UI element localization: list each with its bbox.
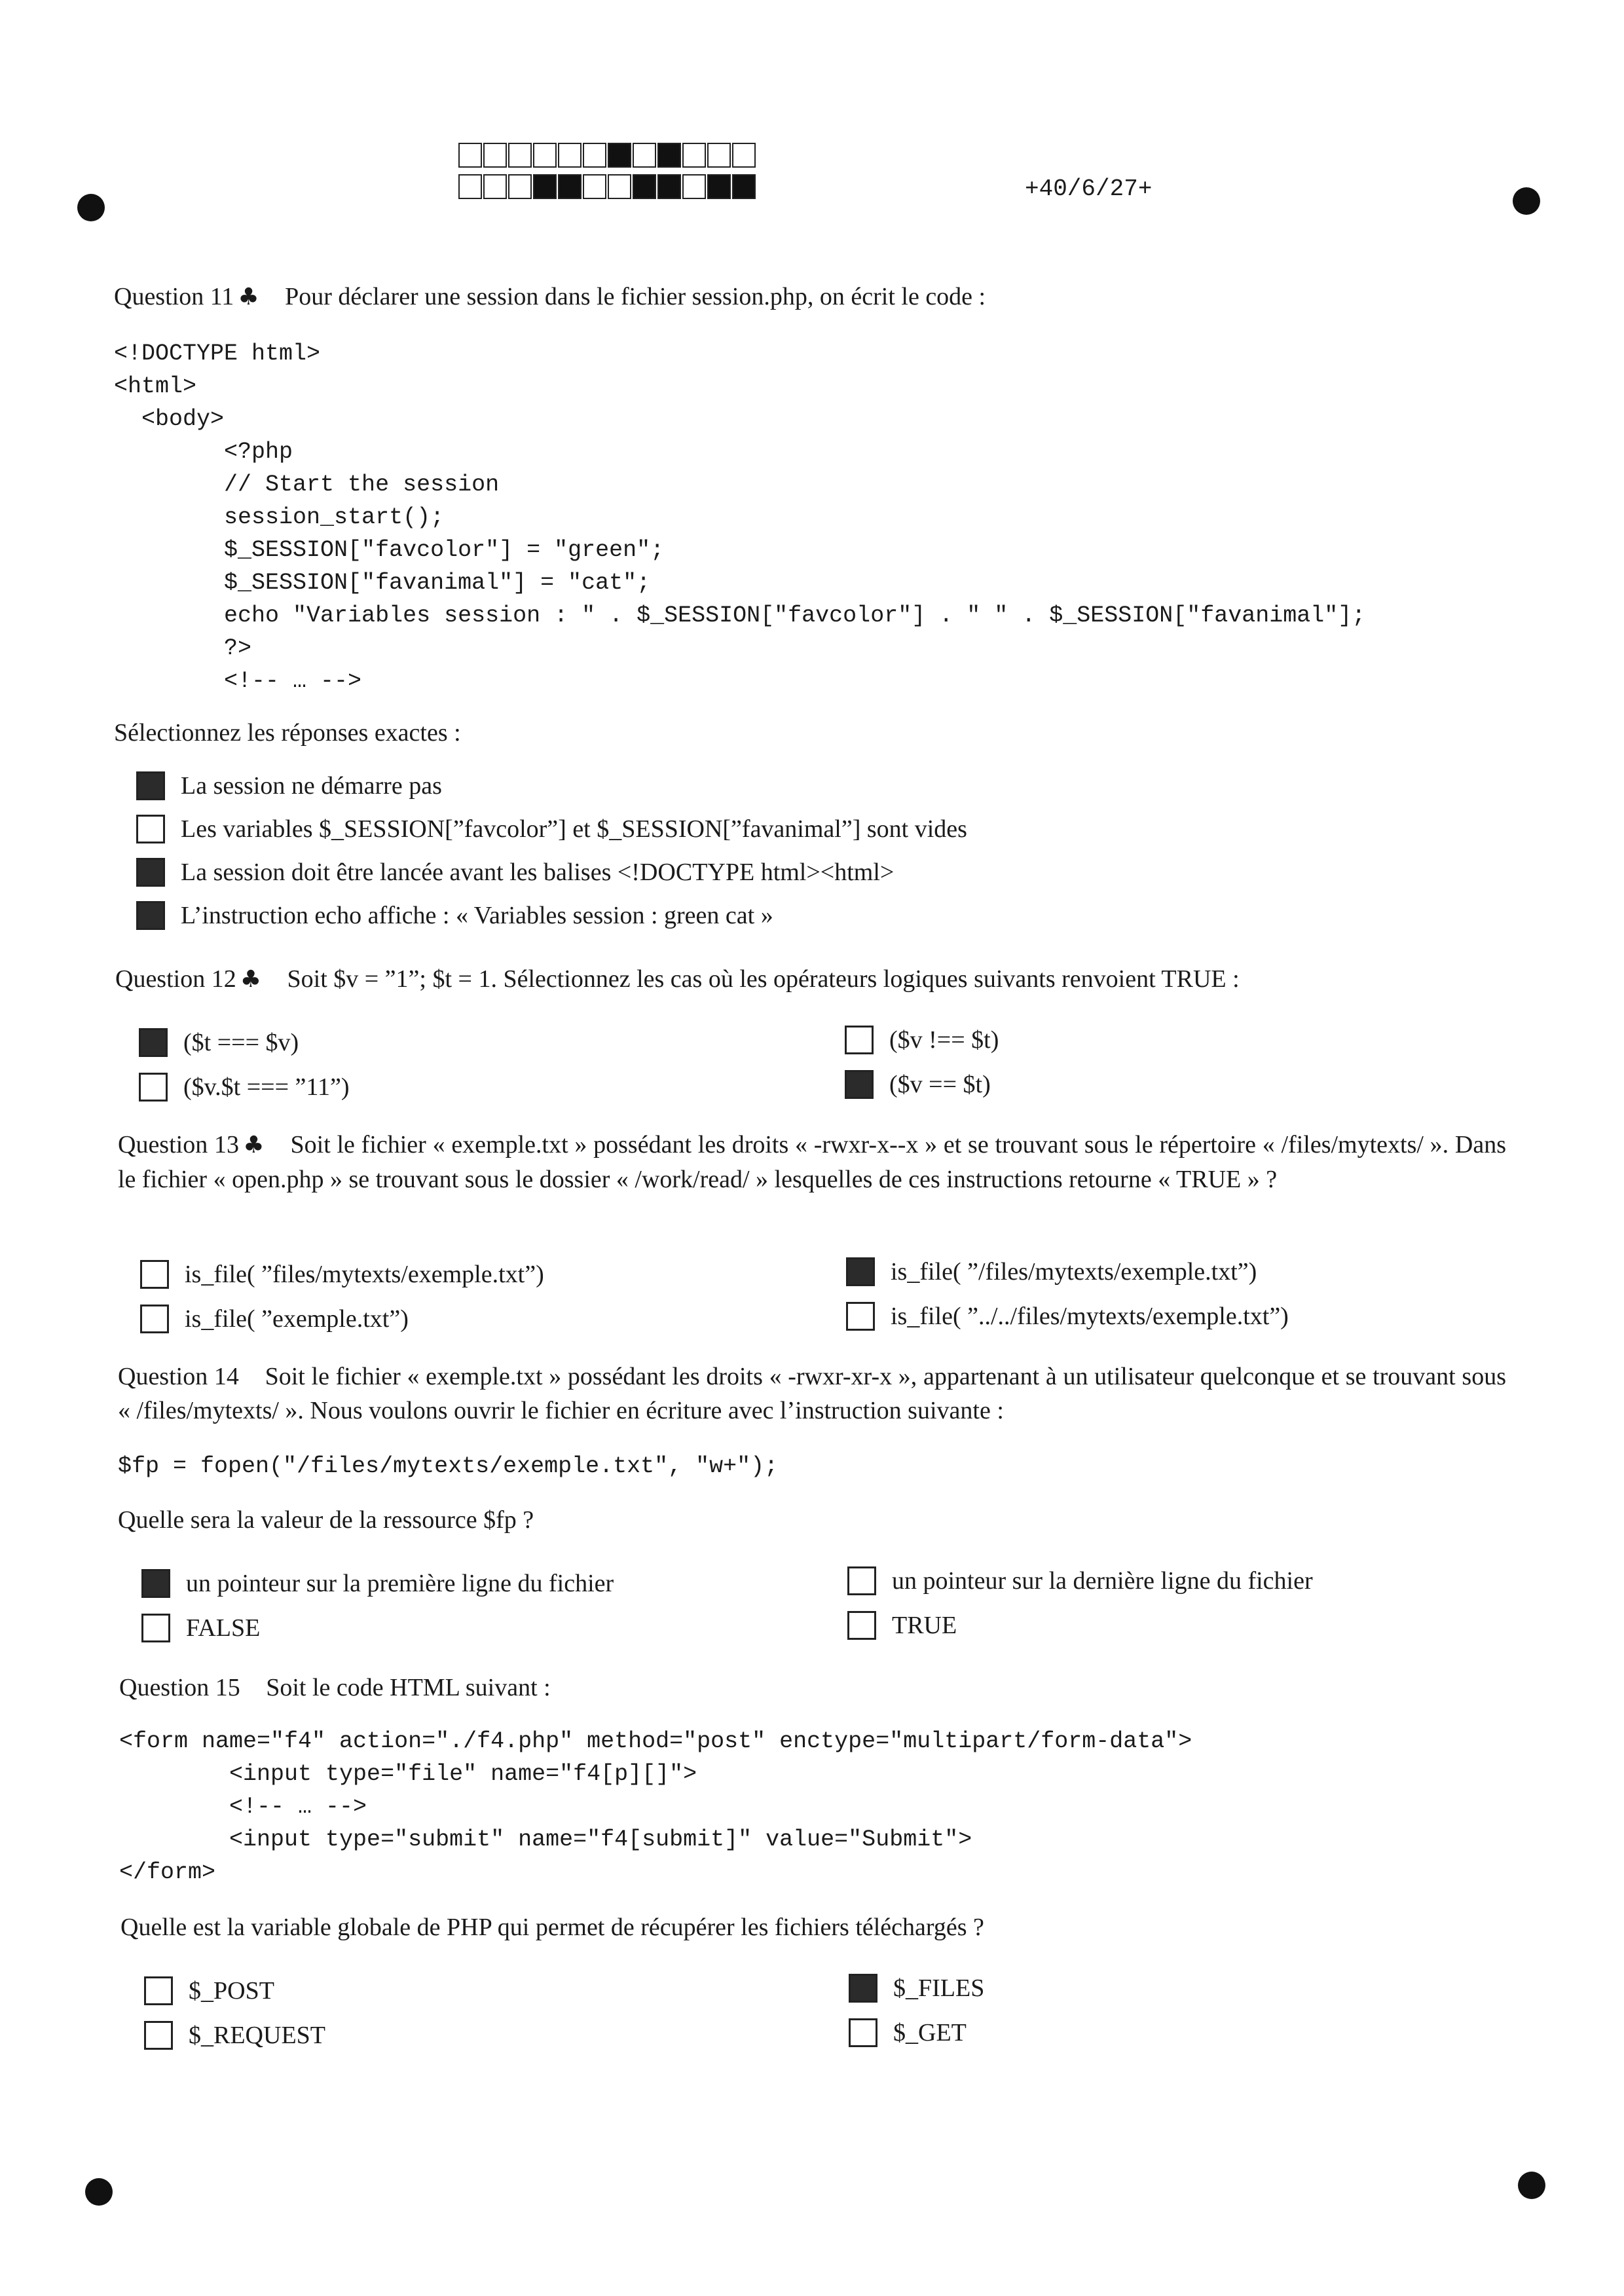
club-icon: ♣ <box>240 966 261 993</box>
q11-choice-1[interactable] <box>136 771 442 800</box>
barcode-cell <box>458 143 482 168</box>
q12-choice-4[interactable] <box>845 1070 991 1099</box>
registration-mark-top-left <box>77 194 105 221</box>
q12-choice-1[interactable] <box>139 1028 299 1057</box>
q15-question: Quelle est la variable globale de PHP qui permet de récupérer les fichiers téléchargés ? <box>120 1914 984 1941</box>
answer-checkbox[interactable] <box>144 1976 173 2005</box>
question-12-heading <box>115 963 1240 996</box>
answer-checkbox[interactable] <box>140 1260 169 1289</box>
question-label: Question 14 <box>118 1363 239 1390</box>
q14-choice-4[interactable] <box>847 1611 957 1640</box>
choice-label: is_file( ”/files/mytexts/exemple.txt”) <box>891 1258 1257 1286</box>
barcode-cell <box>633 174 656 199</box>
barcode-cell <box>558 174 581 199</box>
answer-checkbox[interactable] <box>139 1073 168 1102</box>
barcode-row <box>458 143 773 169</box>
q12-choice-2[interactable] <box>845 1026 999 1054</box>
barcode-cell <box>483 174 507 199</box>
barcode-cell <box>707 143 731 168</box>
barcode-cell <box>533 174 557 199</box>
q15-choice-2[interactable] <box>849 1974 984 2003</box>
q11-instruction: Sélectionnez les réponses exactes : <box>114 719 461 747</box>
answer-checkbox[interactable] <box>849 1974 877 2003</box>
answer-checkbox[interactable] <box>845 1026 874 1054</box>
q14-choice-2[interactable] <box>847 1566 1313 1595</box>
barcode-cell <box>657 174 681 199</box>
page-barcode <box>458 143 773 206</box>
barcode-cell <box>508 174 532 199</box>
choice-label: L’instruction echo affiche : « Variables session : green cat » <box>181 902 773 929</box>
answer-checkbox[interactable] <box>136 901 165 930</box>
q12-choice-3[interactable] <box>139 1073 350 1102</box>
answer-checkbox[interactable] <box>141 1614 170 1642</box>
answer-checkbox[interactable] <box>846 1257 875 1286</box>
choice-label: $_GET <box>893 2019 967 2046</box>
barcode-cell <box>508 143 532 168</box>
choice-label: ($v !== $t) <box>889 1026 999 1054</box>
answer-checkbox[interactable] <box>846 1302 875 1331</box>
barcode-cell <box>707 174 731 199</box>
barcode-cell <box>732 174 756 199</box>
choice-label: un pointeur sur la première ligne du fichier <box>186 1570 614 1597</box>
barcode-cell <box>483 143 507 168</box>
answer-checkbox[interactable] <box>136 771 165 800</box>
barcode-cell <box>657 143 681 168</box>
question-label: Question 12 ♣ <box>115 965 261 993</box>
answer-checkbox[interactable] <box>847 1566 876 1595</box>
question-prompt: Soit le fichier « exemple.txt » possédant les droits « -rwxr-x--x » et se trouvant sous le répertoire « /files/mytexts/ ». Dans le fichier « open.php » se trouvant sous le dossier « /work/read/ » lesquelles de ces instructions retourne « TRUE » ? <box>118 1131 1507 1193</box>
choice-label: is_file( ”exemple.txt”) <box>185 1305 409 1333</box>
q14-question: Quelle sera la valeur de la ressource $fp ? <box>118 1506 534 1534</box>
choice-label: $_REQUEST <box>189 2022 325 2049</box>
barcode-cell <box>732 143 756 168</box>
registration-mark-top-right <box>1513 187 1540 215</box>
choice-label: un pointeur sur la dernière ligne du fichier <box>892 1567 1313 1595</box>
q11-code-block: <!DOCTYPE html> <html> <body> <?php // Start the session session_start(); $_SESSION["favcolor"] = "green"; $_SESSION["favanimal"] = "cat"; echo "Variables session : " . $_SESSION["favcolor"] . " " . $_SESSION["favanimal"]; ?> <!-- … --> <box>114 341 1366 694</box>
barcode-row <box>458 174 773 200</box>
barcode-cell <box>608 174 631 199</box>
choice-label: ($t === $v) <box>183 1029 299 1056</box>
answer-checkbox[interactable] <box>847 1611 876 1640</box>
choice-label: TRUE <box>892 1612 957 1639</box>
question-prompt: Soit le fichier « exemple.txt » possédant les droits « -rwxr-xr-x », appartenant à un utilisateur quelconque et se trouvant sous « /files/mytexts/ ». Nous voulons ouvrir le fichier en écriture avec l’instruction suivante : <box>118 1363 1506 1424</box>
q14-choice-1[interactable] <box>141 1569 614 1598</box>
question-14-heading <box>118 1360 1506 1428</box>
q15-code-block: <form name="f4" action="./f4.php" method="post" enctype="multipart/form-data"> <input type="file" name="f4[p][]"> <!-- … --> <input type="submit" name="f4[submit]" value="Submit"> </form> <box>119 1728 1192 1885</box>
registration-mark-bottom-right <box>1518 2172 1545 2199</box>
choice-label: La session ne démarre pas <box>181 772 442 800</box>
question-label: Question 13 ♣ <box>118 1131 265 1158</box>
answer-checkbox[interactable] <box>849 2018 877 2047</box>
page-reference: +40/6/27+ <box>1025 176 1153 202</box>
barcode-cell <box>682 174 706 199</box>
barcode-cell <box>583 143 606 168</box>
club-icon: ♣ <box>242 1132 265 1158</box>
choice-label: La session doit être lancée avant les balises <!DOCTYPE html><html> <box>181 859 895 886</box>
q15-choice-3[interactable] <box>144 2021 325 2050</box>
barcode-cell <box>608 143 631 168</box>
q13-choice-1[interactable] <box>140 1260 544 1289</box>
barcode-cell <box>458 174 482 199</box>
question-13-heading <box>118 1128 1506 1196</box>
choice-label: is_file( ”../../files/mytexts/exemple.txt”) <box>891 1303 1289 1330</box>
choice-label: ($v.$t === ”11”) <box>183 1073 350 1101</box>
q15-choice-1[interactable] <box>144 1976 274 2005</box>
answer-checkbox[interactable] <box>139 1028 168 1057</box>
answer-checkbox[interactable] <box>141 1569 170 1598</box>
q11-choice-4[interactable] <box>136 901 773 930</box>
answer-checkbox[interactable] <box>140 1305 169 1333</box>
choice-label: is_file( ”files/mytexts/exemple.txt”) <box>185 1261 544 1288</box>
question-prompt: Soit le code HTML suivant : <box>266 1674 551 1701</box>
question-label: Question 15 <box>119 1674 240 1701</box>
answer-checkbox[interactable] <box>845 1070 874 1099</box>
q13-choice-2[interactable] <box>846 1257 1257 1286</box>
choice-label: FALSE <box>186 1614 261 1642</box>
choice-label: $_FILES <box>893 1974 985 2002</box>
barcode-cell <box>583 174 606 199</box>
choice-label: $_POST <box>189 1977 274 2005</box>
question-15-heading <box>119 1671 551 1704</box>
registration-mark-bottom-left <box>85 2178 113 2206</box>
q14-code-line: $fp = fopen("/files/mytexts/exemple.txt", "w+"); <box>118 1453 779 1479</box>
question-11-heading <box>114 280 986 314</box>
question-prompt: Pour déclarer une session dans le fichier session.php, on écrit le code : <box>285 283 986 310</box>
choice-label: Les variables $_SESSION[”favcolor”] et $_SESSION[”favanimal”] sont vides <box>181 815 967 843</box>
barcode-cell <box>558 143 581 168</box>
answer-checkbox[interactable] <box>144 2021 173 2050</box>
answer-checkbox[interactable] <box>136 815 165 843</box>
q11-choice-3[interactable] <box>136 858 894 887</box>
barcode-cell <box>633 143 656 168</box>
q14-choice-3[interactable] <box>141 1614 260 1642</box>
club-icon: ♣ <box>238 284 259 310</box>
q15-choice-4[interactable] <box>849 2018 967 2047</box>
barcode-cell <box>533 143 557 168</box>
question-label: Question 11 ♣ <box>114 283 259 310</box>
question-prompt: Soit $v = ”1”; $t = 1. Sélectionnez les cas où les opérateurs logiques suivants renvoient TRUE : <box>287 965 1240 993</box>
q11-choice-2[interactable] <box>136 815 967 843</box>
q13-choice-4[interactable] <box>846 1302 1289 1331</box>
barcode-cell <box>682 143 706 168</box>
answer-checkbox[interactable] <box>136 858 165 887</box>
q13-choice-3[interactable] <box>140 1305 409 1333</box>
choice-label: ($v == $t) <box>889 1071 991 1098</box>
